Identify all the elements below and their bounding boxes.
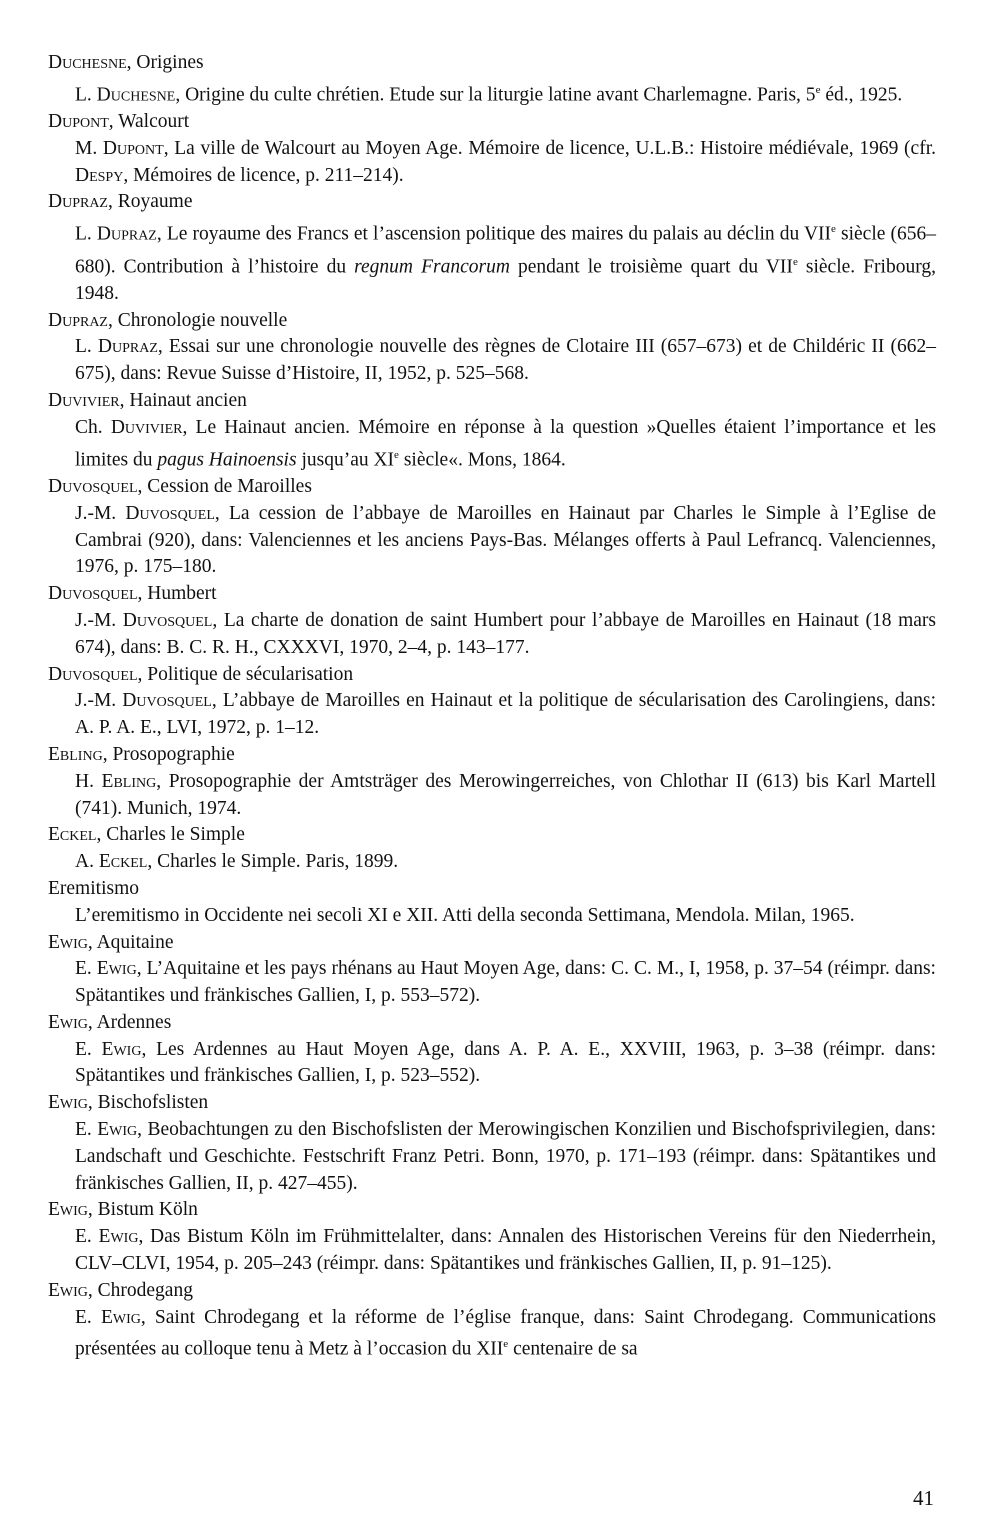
citation-text: A. xyxy=(75,851,99,873)
entry-short-title xyxy=(48,189,936,216)
entry-short-title xyxy=(48,742,936,769)
entry-short-label: , Chrodegang xyxy=(87,1279,193,1301)
entry-author: Dupont xyxy=(48,111,109,133)
bibliography-entry xyxy=(48,662,936,742)
citation-text: J.-M. xyxy=(75,609,123,631)
citation-text: , La charte de donation de saint Humbert pour l’abbaye de Maroilles en Hainaut (18 mars 674), dans: B. C. R. H., CXXXVI, 1970, 2–4, p. 143–177. xyxy=(75,609,936,658)
entry-short-title xyxy=(48,308,936,335)
citation-text: M. xyxy=(75,137,103,159)
citation-text: Dupraz xyxy=(97,336,158,358)
entry-citation xyxy=(75,688,936,742)
entry-short-title xyxy=(48,474,936,501)
entry-short-label: Eremitismo xyxy=(48,877,139,899)
entry-author: Dupraz xyxy=(48,191,108,213)
entry-short-title xyxy=(48,930,936,957)
citation-text: , Saint Chrodegang et la réforme de l’église franque, dans: Saint Chrodegang. Communications présentées au colloque tenu à Metz à l’occasion du XII xyxy=(75,1306,936,1360)
entry-short-label: , Bischofslisten xyxy=(87,1092,209,1114)
bibliography-entry xyxy=(48,474,936,581)
citation-text: E. xyxy=(75,1038,102,1060)
citation-text: Ewig xyxy=(98,1226,139,1248)
bibliography-entry xyxy=(48,388,936,474)
entry-citation xyxy=(75,1305,936,1364)
citation-text: , Le royaume des Francs et l’ascension politique des maires du palais au déclin du VII xyxy=(156,223,832,245)
entry-citation xyxy=(75,849,936,876)
citation-text: Duvosquel xyxy=(122,690,212,712)
citation-text: Despy xyxy=(75,164,124,186)
entry-citation xyxy=(75,334,936,388)
entry-author: Ewig xyxy=(48,931,88,953)
citation-text: J.-M. xyxy=(75,502,126,524)
entry-short-label: , Politique de sécularisation xyxy=(137,663,354,685)
bibliography-entry xyxy=(48,189,936,307)
bibliography-entry xyxy=(48,1278,936,1364)
bibliography-entry xyxy=(48,50,936,109)
citation-text: E. xyxy=(75,1119,98,1141)
entry-author: Ewig xyxy=(48,1199,88,1221)
citation-text: Dupraz xyxy=(96,223,157,245)
entry-short-label: , Ardennes xyxy=(87,1011,172,1033)
bibliography-page xyxy=(48,50,936,1364)
entry-author: Ewig xyxy=(48,1092,88,1114)
citation-text: , Beobachtungen zu den Bischofslisten der Merowingischen Konzilien und Bischofsprivilegien, dans: Landschaft und Geschichte. Festschrift Franz Petri. Bonn, 1970, p. 171–193 (réimpr. dans: Spätantikes und fränkisches Gallien, II, p. 427–455). xyxy=(75,1119,936,1194)
citation-text: , L’Aquitaine et les pays rhénans au Haut Moyen Age, dans: C. C. M., I, 1958, p. 37–54 (réimpr. dans: Spätantikes und fränkisches Gallien, I, p. 553–572). xyxy=(75,958,936,1007)
entry-short-label: , Royaume xyxy=(107,191,193,213)
bibliography-entry xyxy=(48,822,936,876)
citation-text: , Charles le Simple. Paris, 1899. xyxy=(147,851,399,873)
citation-text: J.-M. xyxy=(75,690,123,712)
citation-text: pendant le troisième quart du VII xyxy=(509,256,793,278)
citation-text: E. xyxy=(75,1226,99,1248)
entry-citation xyxy=(75,1037,936,1091)
entry-author: Ewig xyxy=(48,1011,88,1033)
bibliography-entry xyxy=(48,876,936,930)
entry-short-label: , Cession de Maroilles xyxy=(137,475,312,497)
bibliography-entry xyxy=(48,109,936,189)
citation-text: Duchesne xyxy=(96,84,176,106)
citation-text: jusqu’au XI xyxy=(296,449,395,471)
entry-short-label: , Prosopographie xyxy=(102,743,235,765)
citation-text: L’eremitismo in Occidente nei secoli XI e XII. Atti della seconda Settimana, Mendola. Milan, 1965. xyxy=(75,904,855,926)
entry-short-label: , Chronologie nouvelle xyxy=(107,309,288,331)
citation-text: , Prosopographie der Amtsträger des Merowingerreiches, von Chlothar II (613) bis Karl Martell (741). Munich, 1974. xyxy=(75,770,936,819)
citation-text: Ewig xyxy=(97,1119,138,1141)
bibliography-entry xyxy=(48,930,936,1010)
entry-citation xyxy=(75,903,936,930)
citation-text: e xyxy=(503,1338,509,1351)
entry-short-title xyxy=(48,1278,936,1305)
citation-text: , Mémoires de licence, p. 211–214). xyxy=(123,164,404,186)
citation-text: , Essai sur une chronologie nouvelle des règnes de Clotaire III (657–673) et de Childéric II (662–675), dans: Revue Suisse d’Histoire, II, 1952, p. 525–568. xyxy=(75,336,936,385)
citation-text: , La ville de Walcourt au Moyen Age. Mémoire de licence, U.L.B.: Histoire médiévale, 1969 (cfr. xyxy=(163,137,936,159)
entry-short-label: , Bistum Köln xyxy=(87,1199,198,1221)
bibliography-entry xyxy=(48,581,936,661)
entry-short-title xyxy=(48,1010,936,1037)
entry-author: Eckel xyxy=(48,824,97,846)
citation-text: E. xyxy=(75,958,97,980)
citation-text: e xyxy=(815,83,821,96)
entry-citation xyxy=(75,1224,936,1278)
citation-text: pagus Hainoensis xyxy=(157,449,297,471)
citation-text: Duvosquel xyxy=(122,609,213,631)
entry-author: Ewig xyxy=(48,1279,88,1301)
bibliography-entry xyxy=(48,1090,936,1197)
entry-short-label: , Humbert xyxy=(137,583,217,605)
entry-short-title xyxy=(48,1090,936,1117)
entry-short-title xyxy=(48,1197,936,1224)
citation-text: Ewig xyxy=(96,958,137,980)
entry-author: Duvosquel xyxy=(48,663,138,685)
citation-text: Duvivier xyxy=(110,416,183,438)
citation-text: siècle (656–680). Contribution à l’histoire du xyxy=(75,223,936,278)
entry-short-title xyxy=(48,876,936,903)
entry-citation xyxy=(75,77,936,109)
citation-text: H. xyxy=(75,770,102,792)
citation-text: siècle. Fribourg, 1948. xyxy=(75,256,936,304)
citation-text: e xyxy=(831,223,836,236)
entry-citation xyxy=(75,956,936,1010)
entry-short-label: , Hainaut ancien xyxy=(119,390,247,412)
entry-short-label: , Walcourt xyxy=(108,111,190,133)
citation-text: Eckel xyxy=(98,851,148,873)
citation-text: E. xyxy=(75,1306,101,1328)
entry-citation xyxy=(75,415,936,474)
entry-author: Duvosquel xyxy=(48,583,138,605)
citation-text: Ch. xyxy=(75,416,111,438)
entry-short-title xyxy=(48,109,936,136)
citation-text: L. xyxy=(75,223,97,245)
citation-text: , Das Bistum Köln im Frühmittelalter, dans: Annalen des Historischen Vereins für den Niederrhein, CLV–CLVI, 1954, p. 205–243 (réimpr. dans: Spätantikes und fränkisches Gallien, II, p. 91–125). xyxy=(75,1226,936,1275)
entry-citation xyxy=(75,608,936,662)
entry-short-label: , Origines xyxy=(126,52,204,73)
entry-citation xyxy=(75,216,936,307)
citation-text: , L’abbaye de Maroilles en Hainaut et la politique de sécularisation des Carolingiens, dans: A. P. A. E., LVI, 1972, p. 1–12. xyxy=(75,690,937,739)
entry-short-label: , Aquitaine xyxy=(87,931,174,953)
bibliography-entry xyxy=(48,308,936,388)
citation-text: L. xyxy=(75,336,98,358)
citation-text: Dupont xyxy=(102,137,164,159)
citation-text: siècle«. Mons, 1864. xyxy=(398,449,566,471)
entry-author: Duvosquel xyxy=(48,475,138,497)
citation-text: , Les Ardennes au Haut Moyen Age, dans A. P. A. E., XXVIII, 1963, p. 3–38 (réimpr. dans: Spätantikes und fränkisches Gallien, I, p. 523–552). xyxy=(75,1038,936,1087)
entry-short-label: , Charles le Simple xyxy=(96,824,245,846)
entry-citation xyxy=(75,1117,936,1197)
citation-text: e xyxy=(394,448,399,461)
entry-short-title xyxy=(48,662,936,689)
entry-short-title xyxy=(48,581,936,608)
page-number: 41 xyxy=(913,1486,934,1510)
entry-author: Ebling xyxy=(48,743,103,765)
citation-text: Duvosquel xyxy=(125,502,215,524)
bibliography-entry xyxy=(48,1010,936,1090)
citation-text: , Origine du culte chrétien. Etude sur la liturgie latine avant Charlemagne. Paris, 5 xyxy=(175,84,816,106)
citation-text: Ewig xyxy=(100,1306,141,1328)
entry-short-title xyxy=(48,388,936,415)
citation-text: L. xyxy=(75,84,97,106)
citation-text: Ebling xyxy=(101,770,157,792)
bibliography-entry xyxy=(48,742,936,822)
citation-text: e xyxy=(792,255,798,268)
entry-citation xyxy=(75,769,936,823)
citation-text: éd., 1925. xyxy=(820,84,903,106)
entry-author: Duchesne xyxy=(48,52,127,73)
citation-text: Ewig xyxy=(101,1038,142,1060)
citation-text: regnum Francorum xyxy=(354,256,510,278)
citation-text: , La cession de l’abbaye de Maroilles en Hainaut par Charles le Simple à l’Eglise de Cambrai (920), dans: Valenciennes et les anciens Pays-Bas. Mélanges offerts à Paul Lefrancq. Valenciennes, 1976, p. 175–180. xyxy=(75,502,937,578)
entry-citation xyxy=(75,136,936,190)
entry-short-title xyxy=(48,822,936,849)
citation-text: , Le Hainaut ancien. Mémoire en réponse à la question »Quelles étaient l’importance et les limites du xyxy=(75,416,936,471)
entry-short-title xyxy=(48,50,936,77)
citation-text: centenaire de sa xyxy=(508,1338,638,1360)
entry-citation xyxy=(75,501,936,581)
entry-author: Dupraz xyxy=(48,309,108,331)
bibliography-entry xyxy=(48,1197,936,1277)
entry-author: Duvivier xyxy=(48,390,120,412)
